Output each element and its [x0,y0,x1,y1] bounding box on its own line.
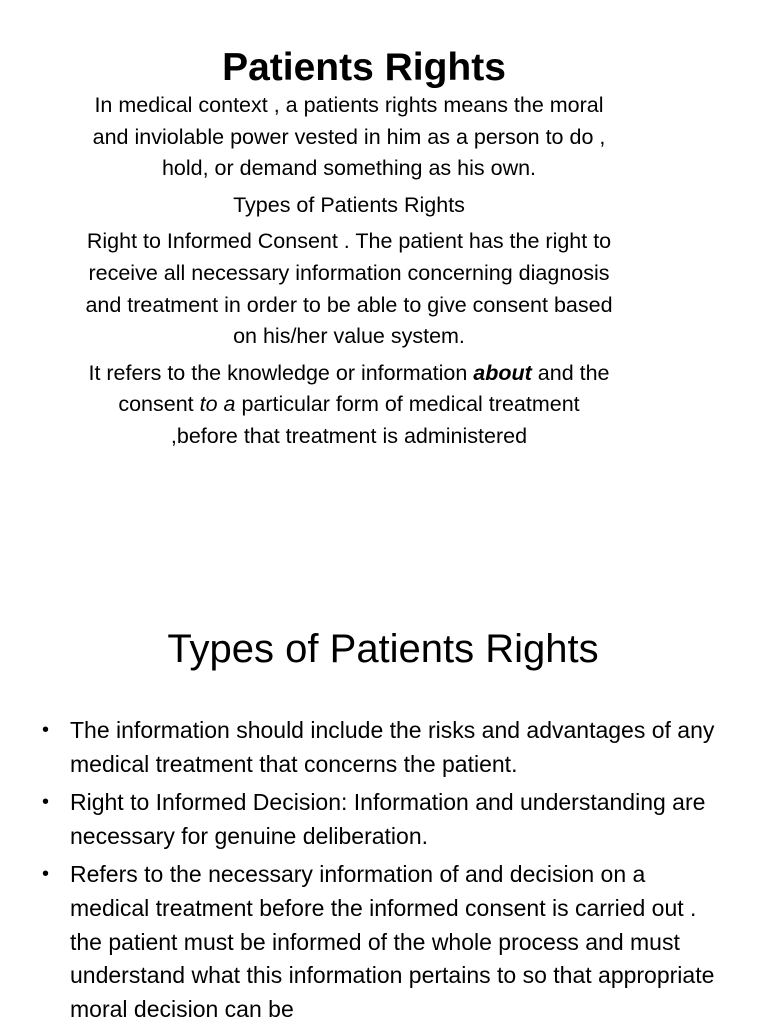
slide-body [84,90,614,458]
bullet-item [40,714,730,781]
bullet-text: The information should include the risks and advantages of any medical treatment that concerns the patient. [70,717,715,777]
bullet-item [40,858,730,1026]
refers-paragraph [84,358,614,453]
bullet-item [40,786,730,853]
bullet-text: Right to Informed Decision: Information and understanding are necessary for genuine deliberation. [70,789,706,849]
bullet-icon: • [42,791,50,814]
subheading-paragraph: Types of Patients Rights [233,192,465,217]
refers-text-start: It refers to the knowledge or information [88,360,474,385]
slide-types-of-patients-rights [0,600,768,1024]
emphasis-to-a: to a [199,392,236,417]
intro-paragraph: In medical context , a patients rights means the moral and inviolable power vested in him as a person to do , hold, or demand something as his own. [92,93,606,181]
bullet-icon: • [42,863,50,886]
informed-consent-paragraph: Right to Informed Consent . The patient has the right to receive all necessary information concerning diagnosis and treatment in order to be able to give consent based on his/her value system. [85,229,613,349]
slide-title: Patients Rights [222,46,506,89]
bullet-list [40,714,730,1031]
refers-text-mid: and the consent [118,360,610,417]
bullet-text: Refers to the necessary information of and decision on a medical treatment before the informed consent is carried out . the patient must be informed of the whole process and must understand what this information pertains to so that appropriate moral decision can be [70,861,715,1022]
slide-title: Types of Patients Rights [167,627,599,671]
bullet-icon: • [42,719,50,741]
emphasis-about: about [473,360,532,385]
refers-text-end: particular form of medical treatment ,before that treatment is administered [170,392,580,448]
